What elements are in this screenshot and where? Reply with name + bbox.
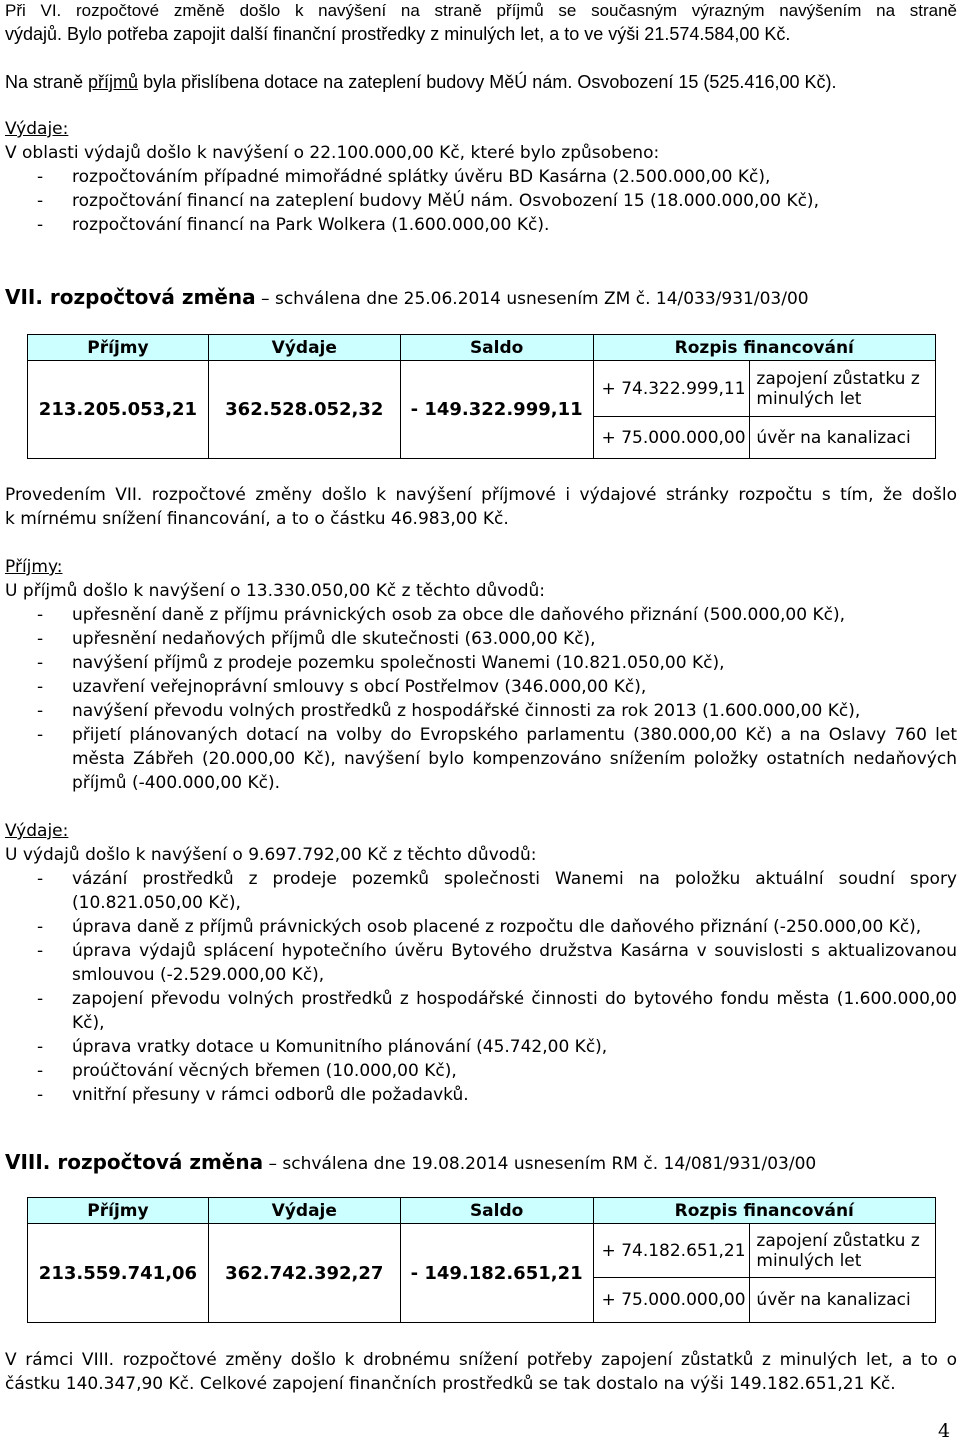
viii-table-row-1 [28, 1224, 936, 1278]
intro-vydaje-label: Výdaje: [5, 119, 69, 139]
intro-line-3-underlined: příjmů [88, 72, 139, 92]
viii-para-line-2: částku 140.347,90 Kč. Celkové zapojení finančních prostředků se tak dostalo na výši 149.182.651,21 Kč. [5, 1374, 896, 1394]
vii-table-row-1 [28, 361, 936, 417]
intro-item-3-text: rozpočtování financí na Park Wolkera (1.600.000,00 Kč). [72, 215, 550, 235]
viii-table-header [28, 1198, 936, 1224]
vii-prijmy-item-3-text: navýšení příjmů z prodeje pozemku společnosti Wanemi (10.821.050,00 Kč), [72, 653, 725, 673]
vii-header-saldo: Saldo [400, 335, 593, 361]
viii-roman: VIII. [5, 1150, 58, 1174]
vii-vydaje-item-7-text: vnitřní přesuny v rámci odborů dle požadavků. [72, 1085, 469, 1105]
viii-saldo-value: - 149.182.651,21 [400, 1224, 593, 1323]
viii-rozpis-amount-2: + 75.000.000,00 [593, 1278, 750, 1323]
vii-vydaje-item-1-text: vázání prostředků z prodeje pozemků společnosti Wanemi na položku aktuální soudní spory [72, 869, 957, 889]
intro-line-3 [5, 71, 837, 93]
intro-line-3-pre: Na straně [5, 72, 89, 92]
vii-para-line-1: Provedením VII. rozpočtové změny došlo k navýšení příjmové i výdajové stránky rozpočtu s tím, že došlo [5, 485, 957, 505]
intro-line-1: Při VI. rozpočtové změně došlo k navýšení na straně příjmů se současným výrazným navýšením na straně [5, 1, 957, 20]
vii-prijmy-item-1-text: upřesnění daně z příjmu právnických osob za obce dle daňového přiznání (500.000,00 Kč), [72, 605, 845, 625]
vii-vydaje-item-6-text: proúčtování věcných břemen (10.000,00 Kč), [72, 1061, 457, 1081]
vii-table-header [28, 335, 936, 361]
vii-header-prijmy: Příjmy [28, 335, 209, 361]
viii-header-saldo: Saldo [400, 1198, 593, 1224]
viii-header-prijmy: Příjmy [28, 1198, 209, 1224]
vii-vydaje-label: Výdaje: [5, 821, 69, 841]
vii-vydaje-item-3-cont: smlouvou (-2.529.000,00 Kč), [72, 965, 325, 985]
vii-roman: VII. [5, 285, 50, 309]
intro-item-1-text: rozpočtováním případné mimořádné splátky úvěru BD Kasárna (2.500.000,00 Kč), [72, 167, 771, 187]
viii-budget-table [27, 1197, 936, 1323]
viii-rozpis-amount-1: + 74.182.651,21 [593, 1224, 750, 1278]
intro-item-2-text: rozpočtování financí na zateplení budovy MěÚ nám. Osvobození 15 (18.000.000,00 Kč), [72, 191, 819, 211]
page-number: 4 [938, 1420, 951, 1442]
viii-name: rozpočtová změna [57, 1150, 264, 1174]
vii-header-vydaje: Výdaje [208, 335, 400, 361]
vii-rozpis-amount-1: + 74.322.999,11 [593, 361, 750, 417]
vii-para-line-2: k mírnému snížení financování, a to o částku 46.983,00 Kč. [5, 509, 509, 529]
vii-saldo-value: - 149.322.999,11 [400, 361, 593, 459]
viii-rozpis-desc-2: úvěr na kanalizaci [750, 1278, 936, 1323]
intro-line-2: výdajů. Bylo potřeba zapojit další finanční prostředky z minulých let, a to ve výši 21.574.584,00 Kč. [5, 24, 791, 44]
vii-prijmy-item-2-text: upřesnění nedaňových příjmů dle skutečnosti (63.000,00 Kč), [72, 629, 596, 649]
viii-header-rozpis: Rozpis financování [593, 1198, 935, 1224]
vii-prijmy-label: Příjmy: [5, 557, 63, 577]
vii-rozpis-desc-1: zapojení zůstatku z minulých let [750, 361, 936, 417]
vii-prijmy-text: U příjmů došlo k navýšení o 13.330.050,00 Kč z těchto důvodů: [5, 581, 546, 601]
vii-vydaje-item-5-text: úprava vratky dotace u Komunitního plánování (45.742,00 Kč), [72, 1037, 608, 1057]
vii-vydaje-item-1-cont: (10.821.050,00 Kč), [72, 893, 241, 913]
vii-rozpis-amount-2: + 75.000.000,00 [593, 417, 750, 459]
viii-vydaje-value: 362.742.392,27 [208, 1224, 400, 1323]
vii-vydaje-item-4-cont: Kč), [72, 1013, 105, 1033]
vii-budget-table [27, 334, 936, 459]
vii-header-rozpis: Rozpis financování [593, 335, 935, 361]
vii-vydaje-item-3-text: úprava výdajů splácení hypotečního úvěru Bytového družstva Kasárna v souvislosti s aktualizovanou [72, 941, 957, 961]
vii-vydaje-text: U výdajů došlo k navýšení o 9.697.792,00 Kč z těchto důvodů: [5, 845, 537, 865]
viii-prijmy-value: 213.559.741,06 [28, 1224, 209, 1323]
vii-prijmy-item-4-text: uzavření veřejnoprávní smlouvy s obcí Postřelmov (346.000,00 Kč), [72, 677, 647, 697]
vii-name: rozpočtová změna [49, 285, 256, 309]
vii-prijmy-item-6-text: přijetí plánovaných dotací na volby do Evropského parlamentu (380.000,00 Kč) a na Oslavy 760 let [72, 725, 957, 745]
vii-vydaje-item-4-text: zapojení převodu volných prostředků z hospodářské činnosti do bytového fondu města (1.600.000,00 [72, 989, 957, 1009]
viii-approved: – schválena dne 19.08.2014 usnesením RM č. 14/081/931/03/00 [263, 1154, 817, 1174]
viii-heading [5, 1150, 816, 1174]
vii-prijmy-cont-1: města Zábřeh (20.000,00 Kč), navýšení bylo kompenzováno snížením položky ostatních nedaňových [72, 749, 957, 769]
vii-prijmy-cont-2: příjmů (-400.000,00 Kč). [72, 773, 281, 793]
intro-vydaje-text: V oblasti výdajů došlo k navýšení o 22.100.000,00 Kč, které bylo způsobeno: [5, 143, 660, 163]
viii-header-vydaje: Výdaje [208, 1198, 400, 1224]
intro-line-3-post: byla přislíbena dotace na zateplení budovy MěÚ nám. Osvobození 15 (525.416,00 Kč). [138, 72, 837, 92]
vii-prijmy-value: 213.205.053,21 [28, 361, 209, 459]
vii-prijmy-item-5-text: navýšení převodu volných prostředků z hospodářské činnosti za rok 2013 (1.600.000,00 Kč), [72, 701, 861, 721]
viii-para-line-1: V rámci VIII. rozpočtové změny došlo k drobnému snížení potřeby zapojení zůstatků z minulých let, a to o [5, 1350, 957, 1370]
vii-heading [5, 285, 809, 309]
vii-approved: – schválena dne 25.06.2014 usnesením ZM č. 14/033/931/03/00 [255, 289, 809, 309]
vii-rozpis-desc-2: úvěr na kanalizaci [750, 417, 936, 459]
viii-rozpis-desc-1: zapojení zůstatku z minulých let [750, 1224, 936, 1278]
vii-vydaje-item-2-text: úprava daně z příjmů právnických osob placené z rozpočtu dle daňového přiznání (-250.000,00 Kč), [72, 917, 922, 937]
vii-vydaje-value: 362.528.052,32 [208, 361, 400, 459]
